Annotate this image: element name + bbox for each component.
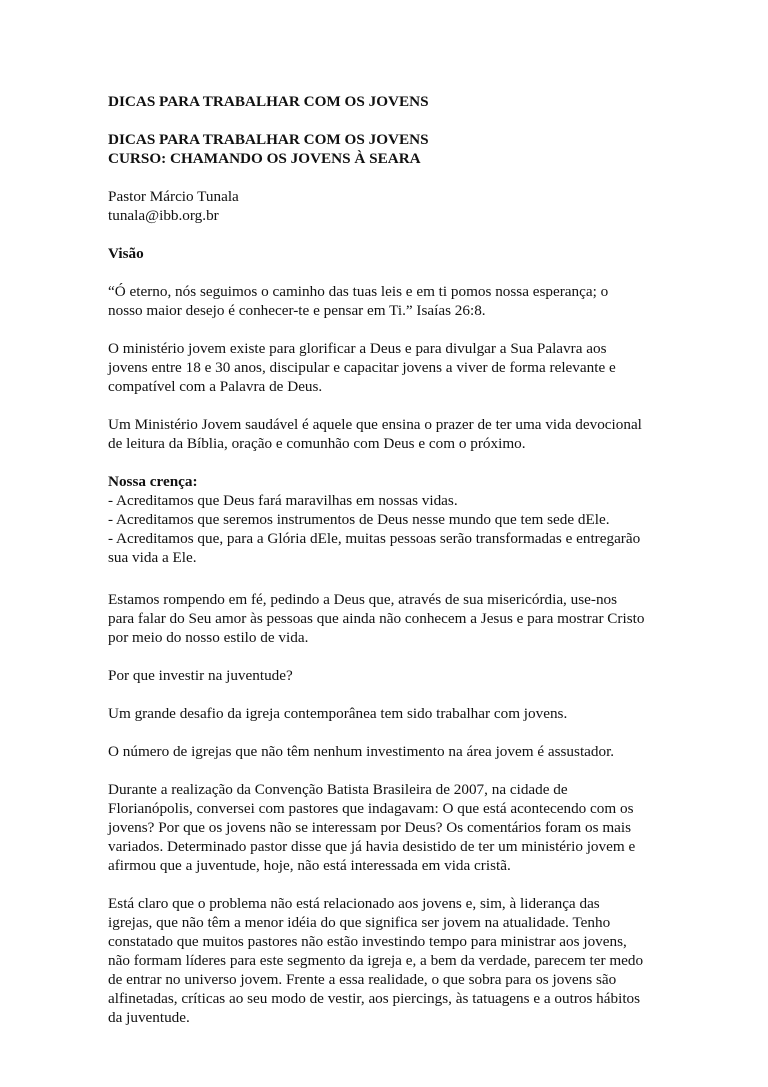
paragraph-line: por meio do nosso estilo de vida.: [108, 629, 309, 646]
paragraph-line: da juventude.: [108, 1009, 190, 1026]
ministry-paragraph: [108, 339, 658, 396]
quote-line: “Ó eterno, nós seguimos o caminho das tuas leis e em ti pomos nossa esperança; o: [108, 283, 609, 300]
paragraph-line: Florianópolis, conversei com pastores que indagavam: O que está acontecendo com os: [108, 800, 634, 817]
challenge-paragraph: Um grande desafio da igreja contemporânea tem sido trabalhar com jovens.: [108, 705, 568, 722]
paragraph-line: igrejas, que não têm a menor idéia do que significa ser jovem na atualidade. Tenho: [108, 914, 611, 931]
healthy-ministry-paragraph: [108, 415, 658, 453]
paragraph-line: para falar do Seu amor às pessoas que ainda não conhecem a Jesus e para mostrar Cristo: [108, 610, 645, 627]
problem-paragraph: [108, 894, 658, 1027]
belief-item: - Acreditamos que Deus fará maravilhas em nossas vidas.: [108, 492, 458, 509]
belief-item: - Acreditamos que, para a Glória dEle, muitas pessoas serão transformadas e entregarão: [108, 530, 641, 547]
vision-heading: Visão: [108, 245, 144, 262]
paragraph-line: Está claro que o problema não está relacionado aos jovens e, sim, à liderança das: [108, 895, 600, 912]
quote-line: nosso maior desejo é conhecer-te e pensar em Ti.” Isaías 26:8.: [108, 302, 486, 319]
subtitle-line: DICAS PARA TRABALHAR COM OS JOVENS: [108, 131, 429, 148]
paragraph-line: jovens entre 18 e 30 anos, discipular e capacitar jovens a viver de forma relevante e: [108, 359, 616, 376]
belief-section: [108, 472, 658, 567]
paragraph-line: alfinetadas, críticas ao seu modo de vestir, aos piercings, às tatuagens e a outros hábitos: [108, 990, 641, 1007]
paragraph-line: O ministério jovem existe para glorificar a Deus e para divulgar a Sua Palavra aos: [108, 340, 607, 357]
why-invest-heading: Por que investir na juventude?: [108, 667, 293, 684]
paragraph-line: jovens? Por que os jovens não se interessam por Deus? Os comentários foram os mais: [108, 819, 632, 836]
bible-quote: [108, 282, 658, 320]
paragraph-line: Um Ministério Jovem saudável é aquele que ensina o prazer de ter uma vida devocional: [108, 416, 642, 433]
author-block: [108, 187, 658, 225]
document-page: [108, 92, 658, 1027]
author-email: tunala@ibb.org.br: [108, 207, 219, 224]
document-title: DICAS PARA TRABALHAR COM OS JOVENS: [108, 93, 429, 110]
paragraph-line: afirmou que a juventude, hoje, não está interessada em vida cristã.: [108, 857, 511, 874]
paragraph-line: de leitura da Bíblia, oração e comunhão com Deus e com o próximo.: [108, 435, 526, 452]
belief-heading: Nossa crença:: [108, 473, 198, 490]
paragraph-line: Estamos rompendo em fé, pedindo a Deus que, através de sua misericórdia, use-nos: [108, 591, 618, 608]
faith-paragraph: [108, 590, 658, 647]
paragraph-line: Durante a realização da Convenção Batista Brasileira de 2007, na cidade de: [108, 781, 568, 798]
convention-paragraph: [108, 780, 658, 875]
author-name: Pastor Márcio Tunala: [108, 188, 239, 205]
paragraph-line: compatível com a Palavra de Deus.: [108, 378, 323, 395]
paragraph-line: de entrar no universo jovem. Frente a essa realidade, o que sobra para os jovens são: [108, 971, 617, 988]
paragraph-line: variados. Determinado pastor disse que já havia desistido de ter um ministério jovem e: [108, 838, 636, 855]
paragraph-line: não formam líderes para este segmento da igreja e, a bem da verdade, parecem ter medo: [108, 952, 644, 969]
belief-item: sua vida a Ele.: [108, 549, 197, 566]
document-subtitle: [108, 130, 658, 168]
subtitle-line: CURSO: CHAMANDO OS JOVENS À SEARA: [108, 150, 421, 167]
paragraph-line: constatado que muitos pastores não estão investindo tempo para ministrar aos jovens,: [108, 933, 627, 950]
number-paragraph: O número de igrejas que não têm nenhum investimento na área jovem é assustador.: [108, 743, 615, 760]
belief-item: - Acreditamos que seremos instrumentos de Deus nesse mundo que tem sede dEle.: [108, 511, 610, 528]
